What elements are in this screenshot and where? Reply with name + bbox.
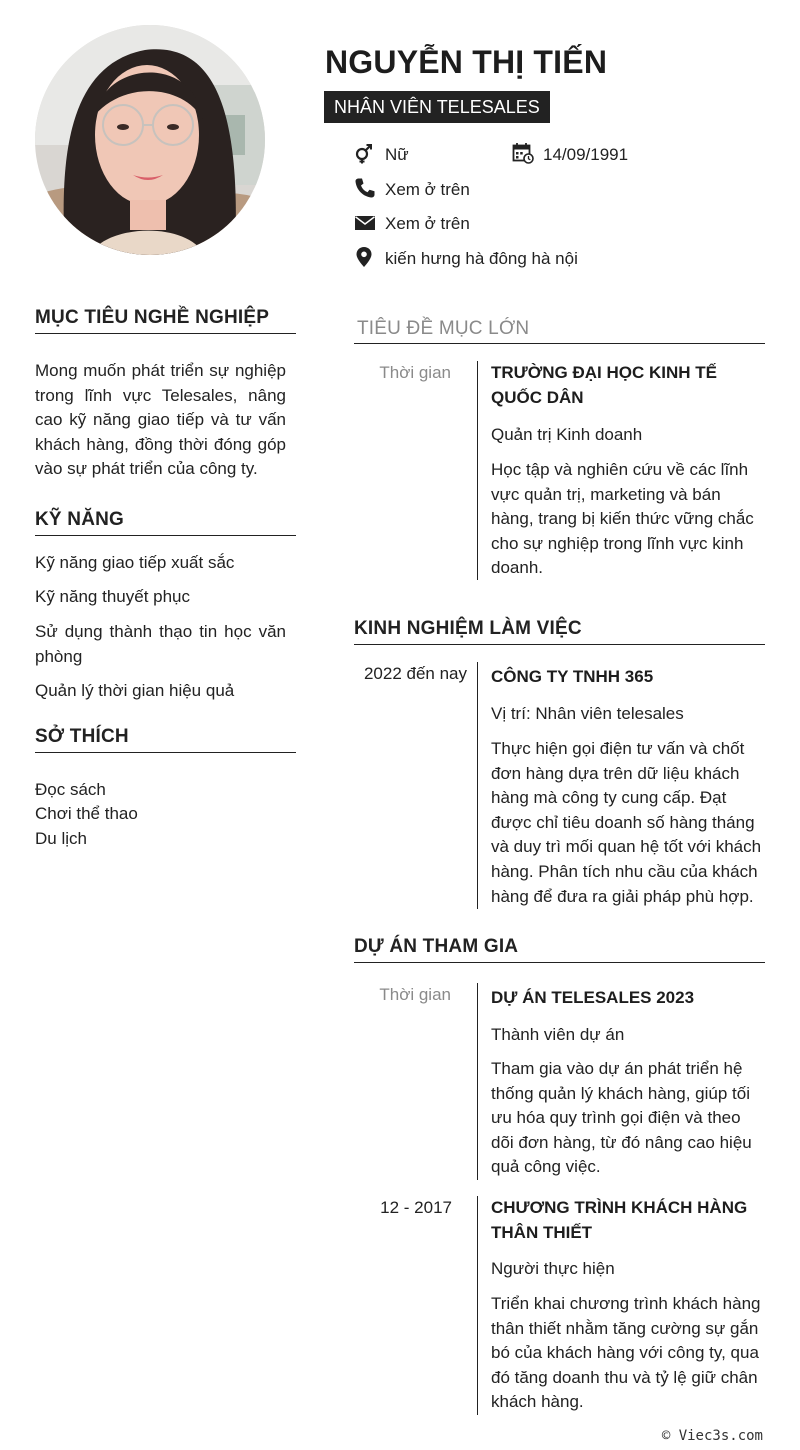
project-role: Người thực hiện bbox=[491, 1259, 615, 1278]
education-major: Quản trị Kinh doanh bbox=[491, 425, 643, 444]
candidate-name: NGUYỄN THỊ TIẾN bbox=[325, 44, 608, 80]
project-time: Thời gian bbox=[379, 985, 451, 1004]
project-description: Tham gia vào dự án phát triển hệ thống quản lý khách hàng, giúp tối ưu hóa quy trình gọi điện và theo dõi đơn hàng, từ đó nâng cao hiệu quả công việc. bbox=[491, 1059, 752, 1177]
calendar-icon bbox=[512, 142, 534, 164]
email-value: Xem ở trên bbox=[385, 214, 470, 233]
phone-icon bbox=[354, 177, 376, 199]
projects-heading: DỰ ÁN THAM GIA bbox=[354, 936, 519, 957]
project-title: CHƯƠNG TRÌNH KHÁCH HÀNG THÂN THIẾT bbox=[491, 1198, 748, 1242]
education-heading: TIÊU ĐỀ MỤC LỚN bbox=[357, 318, 530, 339]
project-role: Thành viên dự án bbox=[491, 1025, 625, 1044]
education-description: Học tập và nghiên cứu về các lĩnh vực quản trị, marketing và bán hàng, trang bị kiến thức vững chắc cho sự nghiệp trong lĩnh vực kinh doanh. bbox=[491, 460, 754, 578]
gender-icon bbox=[353, 142, 375, 164]
experience-position: Vị trí: Nhân viên telesales bbox=[491, 704, 684, 723]
job-title-badge: NHÂN VIÊN TELESALES bbox=[324, 91, 550, 123]
education-school: TRƯỜNG ĐẠI HỌC KINH TẾ QUỐC DÂN bbox=[491, 363, 717, 407]
experience-time: 2022 đến nay bbox=[363, 664, 467, 683]
hobbies-divider bbox=[35, 752, 296, 753]
hobbies-heading: SỞ THÍCH bbox=[35, 726, 129, 747]
skills-heading: KỸ NĂNG bbox=[35, 509, 125, 530]
project-description: Triển khai chương trình khách hàng thân thiết nhằm tăng cường sự gắn bó của khách hàng với công ty, qua đó tăng doanh thu và tỷ lệ giữ chân khách hàng. bbox=[491, 1294, 761, 1412]
address-value: kiến hưng hà đông hà nội bbox=[385, 249, 578, 268]
project-title: DỰ ÁN TELESALES 2023 bbox=[491, 988, 695, 1007]
timeline-line bbox=[477, 361, 478, 580]
location-icon bbox=[355, 246, 377, 268]
experience-company: CÔNG TY TNHH 365 bbox=[491, 667, 654, 686]
skill-item: Kỹ năng giao tiếp xuất sắc bbox=[35, 553, 235, 572]
experience-divider bbox=[354, 644, 765, 645]
skills-divider bbox=[35, 535, 296, 536]
timeline-line bbox=[477, 1196, 478, 1415]
hobby-item: Du lịch bbox=[35, 829, 87, 848]
project-time: 12 - 2017 bbox=[380, 1198, 452, 1217]
objective-heading: MỤC TIÊU NGHỀ NGHIỆP bbox=[35, 307, 270, 328]
birthdate-value: 14/09/1991 bbox=[543, 145, 629, 164]
hobby-item: Chơi thể thao bbox=[35, 804, 138, 823]
objective-text: Mong muốn phát triển sự nghiệp trong lĩnh vực Telesales, nâng cao kỹ năng giao tiếp và tư vấn khách hàng, đồng thời đóng góp vào sự phát triển của công ty. bbox=[35, 361, 286, 479]
experience-heading: KINH NGHIỆM LÀM VIỆC bbox=[354, 618, 582, 639]
skill-item: Kỹ năng thuyết phục bbox=[35, 587, 191, 606]
education-time: Thời gian bbox=[379, 363, 451, 382]
email-icon bbox=[354, 212, 376, 234]
objective-divider bbox=[35, 333, 296, 334]
timeline-line bbox=[477, 662, 478, 909]
footer-credit: © Viec3s.com bbox=[661, 1428, 763, 1444]
projects-divider bbox=[354, 962, 765, 963]
hobby-item: Đọc sách bbox=[35, 780, 106, 799]
skill-item: Quản lý thời gian hiệu quả bbox=[35, 681, 235, 700]
education-divider bbox=[354, 343, 765, 344]
timeline-line bbox=[477, 983, 478, 1180]
phone-value: Xem ở trên bbox=[385, 180, 470, 199]
profile-photo bbox=[35, 25, 265, 255]
experience-description: Thực hiện gọi điện tư vấn và chốt đơn hàng dựa trên dữ liệu khách hàng mà công ty cung cấp. Đạt được chỉ tiêu doanh số hàng tháng và duy trì mối quan hệ tốt với khách hàng. Phân tích nhu cầu của khách hàng để đưa ra giải pháp phù hợp. bbox=[491, 739, 762, 906]
skill-item: Sử dụng thành thạo tin học văn phòng bbox=[35, 622, 286, 666]
gender-value: Nữ bbox=[385, 145, 409, 164]
